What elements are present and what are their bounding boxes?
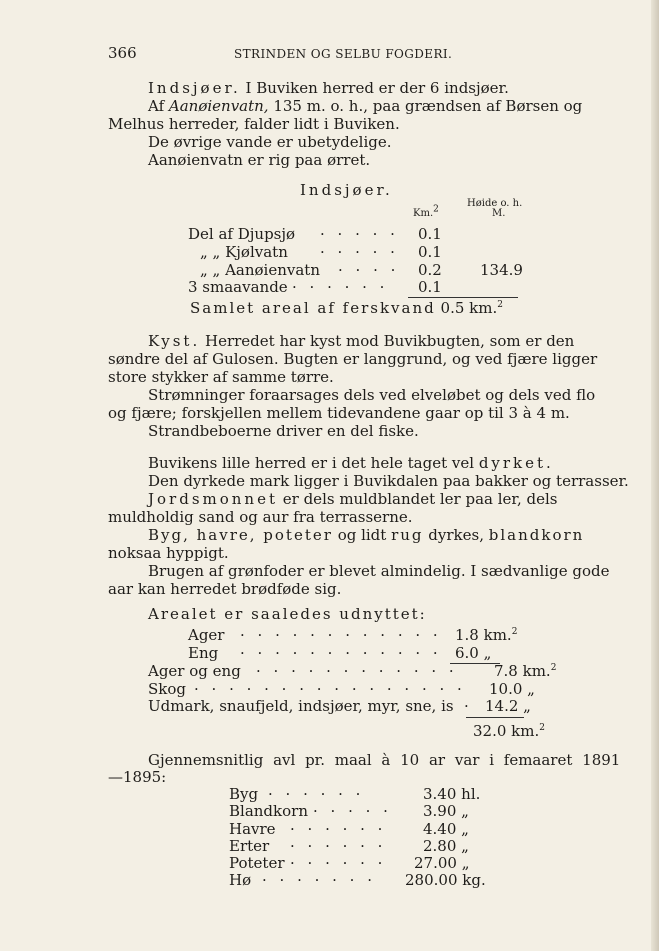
dyrket-line-4: muldholdig sand og aur fra terrasserne. [108,508,413,526]
leader-dots: · · · · · · [290,820,387,838]
crop-yield: 27.00 „ [414,854,470,872]
leader-dots: · [464,697,469,715]
crop-label: Erter [229,837,270,855]
area-label: Ager [188,626,225,644]
leader-dots: · · · · · · · · · · · · [256,662,458,680]
crop-label: Havre [229,820,276,838]
leader-dots: · · · · · · · · · · · · [240,626,442,644]
lake-area: 0.1 [418,225,442,243]
lakes-rule [408,297,518,298]
dyrket-line-7: Brugen af grønfoder er blevet almindelig. I sædvanlige gode [148,562,610,580]
running-title: STRINDEN OG SELBU FOGDERI. [234,47,453,61]
lake-name: „ „ Kjølvatn [200,243,288,261]
p1-line-4: De øvrige vande er ubetydelige. [148,133,392,151]
lakes-title: Indsjøer. [300,181,393,199]
lakes-col-height-2: M. [492,208,506,219]
kyst-line-2: søndre del af Gulosen. Bugten er langgrund, og ved fjære ligger [108,350,598,368]
lake-area: 0.1 [418,243,442,261]
crop-label: Hø [229,871,252,889]
kyst-line-5: og fjære; forskjellen mellem tidevandene gaar op til 3 à 4 m. [108,404,570,422]
crop-yield: 2.80 „ [423,837,469,855]
area-title: Arealet er saaledes udnyttet: [148,605,427,623]
kyst-line-6: Strandbeboerne driver en del fiske. [148,422,419,440]
lake-name: „ „ Aanøienvatn [200,261,320,279]
leader-dots: · · · · · · · [262,871,376,889]
leader-dots: · · · · · · [290,837,387,855]
lake-height: 134.9 [480,261,523,279]
kyst-line-1: Kyst. Herredet har kyst mod Buvikbugten, som er den [148,332,575,350]
leader-dots: · · · · · [320,225,399,243]
lakes-col-height-1: Høide o. h. [467,198,523,209]
leader-dots: · · · · · · · · · · · · · · · · [194,680,466,698]
lake-name: Del af Djupsjø [188,225,296,243]
area-total: 32.0 km.$^2$ [473,722,545,740]
area-outer-value: 14.2 „ [485,697,531,715]
crop-yield: 4.40 „ [423,820,469,838]
avl-line-1: Gjennemsnitlig avl pr. maal à 10 ar var i femaaret 1891 [148,751,621,769]
leader-dots: · · · · · · [292,278,389,296]
crop-yield: 3.40 hl. [423,785,481,803]
page-number: 366 [108,44,137,62]
kyst-line-3: store stykker af samme tørre. [108,368,334,386]
dyrket-line-8: aar kan herredet brødføde sig. [108,580,342,598]
p1-line-2: Af Aanøienvatn, 135 m. o. h., paa grændsen af Børsen og [148,97,583,115]
area-label: Udmark, snaufjeld, indsjøer, myr, sne, is [148,697,454,715]
leader-dots: · · · · · · [268,785,365,803]
leader-dots: · · · · [338,261,400,279]
area-rule [466,717,524,718]
dyrket-line-6: noksaa hyppigt. [108,544,229,562]
leader-dots: · · · · · [313,802,392,820]
area-label: Skog [148,680,186,698]
lake-name: 3 smaavande [188,278,288,296]
page-edge [651,0,659,951]
p1-line-1: Indsjøer. I Buviken herred er der 6 indsjøer. [148,79,509,97]
area-outer-value: 10.0 „ [489,680,535,698]
crop-label: Poteter [229,854,285,872]
area-inner-value: 6.0 „ [455,644,492,662]
lake-area: 0.2 [418,261,442,279]
crop-yield: 3.90 „ [423,802,469,820]
crop-label: Blandkorn [229,802,308,820]
dyrket-line-1: Buvikens lille herred er i det hele taget vel dyrket. [148,454,554,472]
area-inner-value: 1.8 km.$^2$ [455,626,518,644]
area-label: Eng [188,644,219,662]
area-outer-value: 7.8 km.$^2$ [494,662,557,680]
p1-line-3: Melhus herreder, falder lidt i Buviken. [108,115,400,133]
kyst-line-4: Strømninger foraarsages dels ved elveløbet og dels ved flo [148,386,596,404]
lakes-col-km: Km.2 [413,204,439,219]
dyrket-line-5: Byg, havre, poteter og lidt rug dyrkes, blandkorn [148,526,585,544]
dyrket-line-2: Den dyrkede mark ligger i Buvikdalen paa bakker og terrasser. [148,472,629,490]
lakes-total: Samlet areal af ferskvand 0.5 km.$^2$ [190,299,503,317]
p1-line-5: Aanøienvatn er rig paa ørret. [148,151,371,169]
crop-yield: 280.00 kg. [405,871,486,889]
dyrket-line-3: Jordsmonnet er dels muldblandet ler paa ler, dels [148,490,558,508]
page-header [108,44,596,64]
leader-dots: · · · · · · · · · · · · [240,644,442,662]
leader-dots: · · · · · [320,243,399,261]
lake-area: 0.1 [418,278,442,296]
avl-line-2: —1895: [108,768,167,786]
leader-dots: · · · · · · [290,854,387,872]
crop-label: Byg [229,785,259,803]
area-label: Ager og eng [148,662,241,680]
